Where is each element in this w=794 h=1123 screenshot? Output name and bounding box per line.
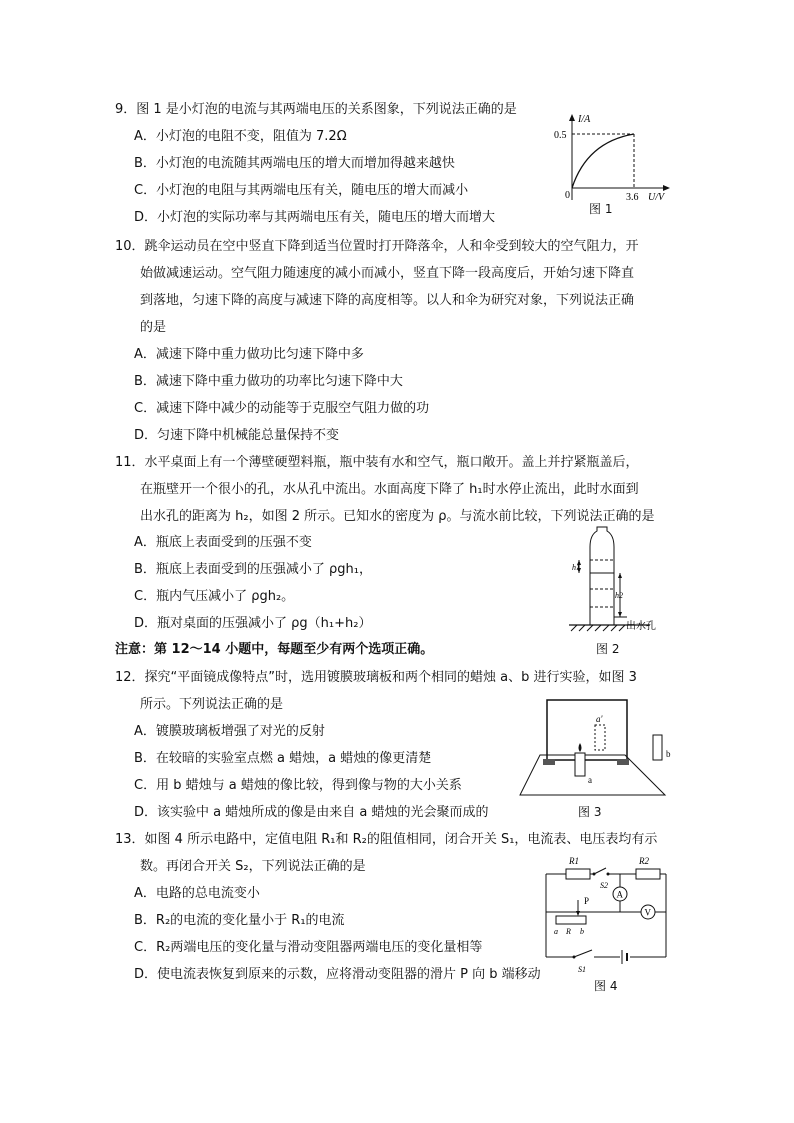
q9-option-c: C．小灯泡的电阻与其两端电压有关，随电压的增大而减小	[134, 183, 469, 198]
q11-option-b: B．瓶底上表面受到的压强减小了 ρgh₁，	[134, 562, 373, 577]
q10-line-4: 的是	[140, 320, 167, 335]
q9-option-b: B．小灯泡的电流随其两端电压的增大而增加得越来越快	[134, 156, 455, 171]
fig4-ammeter-label: A	[616, 889, 623, 900]
fig1-origin: 0	[565, 190, 570, 201]
q13-option-c: C．R₂两端电压的变化量与滑动变阻器两端电压的变化量相等	[134, 940, 483, 955]
q10-line-2: 始做减速运动。空气阻力随速度的减小而减小，竖直下降一段高度后，开始匀速下降直	[140, 266, 635, 281]
q10-option-a: A．减速下降中重力做功比匀速下降中多	[134, 347, 364, 362]
fig4-slider-p-label: P	[584, 896, 590, 906]
fig1-y-axis-label: I/A	[578, 114, 591, 125]
q9-stem: 9．图 1 是小灯泡的电流与其两端电压的关系图象，下列说法正确的是	[115, 102, 517, 117]
fig3-candle-b-label: b	[666, 749, 671, 759]
fig2-hole-label: 出水孔	[626, 621, 656, 632]
q12-line-2: 所示。下列说法正确的是	[140, 697, 284, 712]
figure-2-caption: 图 2	[596, 642, 620, 656]
q9-option-a: A．小灯泡的电阻不变，阻值为 7.2Ω	[134, 129, 347, 144]
fig2-h1-label: h1	[572, 563, 580, 572]
figure-2-bottle	[555, 525, 660, 635]
q12-option-c: C．用 b 蜡烛与 a 蜡烛的像比较，得到像与物的大小关系	[134, 778, 462, 793]
q13-line-2: 数。再闭合开关 S₂，下列说法正确的是	[140, 859, 366, 874]
q11-line-2: 在瓶壁开一个很小的孔，水从孔中流出。水面高度下降了 h₁时水停止流出，此时水面到	[140, 482, 639, 497]
q10-option-b: B．减速下降中重力做功的功率比匀速下降中大	[134, 374, 403, 389]
q10-option-d: D．匀速下降中机械能总量保持不变	[134, 428, 340, 443]
fig3-candle-a-label: a	[588, 775, 592, 785]
q12-option-a: A．镀膜玻璃板增强了对光的反射	[134, 724, 325, 739]
fig1-y-tick: 0.5	[554, 130, 567, 141]
note-multiple-answers: 注意：第 12～14 小题中，每题至少有两个选项正确。	[115, 642, 434, 657]
q11-line-1: 11．水平桌面上有一个薄壁硬塑料瓶，瓶中装有水和空气，瓶口敞开。盖上并拧紧瓶盖后，	[115, 455, 639, 470]
q10-line-3: 到落地，匀速下降的高度与减速下降的高度相等。以人和伞为研究对象，下列说法正确	[140, 293, 635, 308]
q12-option-d: D．该实验中 a 蜡烛所成的像是由来自 a 蜡烛的光会聚而成的	[134, 805, 489, 820]
q13-line-1: 13．如图 4 所示电路中，定值电阻 R₁和 R₂的阻值相同，闭合开关 S₁，电流表、电压表均有示	[115, 832, 658, 847]
q11-option-c: C．瓶内气压减小了 ρgh₂。	[134, 589, 295, 604]
q11-line-3: 出水孔的距离为 h₂，如图 2 所示。已知水的密度为 ρ。与流水前比较，下列说法正确的是	[140, 509, 655, 524]
fig4-s2-label: S2	[600, 881, 608, 890]
figure-4-circuit	[538, 852, 678, 977]
fig1-x-axis-label: U/V	[648, 192, 665, 203]
q12-line-1: 12．探究“平面镜成像特点”时，选用镀膜玻璃板和两个相同的蜡烛 a、b 进行实验，如图 3	[115, 670, 637, 685]
q13-option-d: D．使电流表恢复到原来的示数，应将滑动变阻器的滑片 P 向 b 端移动	[134, 967, 541, 982]
fig4-s1-label: S1	[578, 965, 586, 974]
figure-4-caption: 图 4	[594, 979, 618, 993]
q10-line-1: 10．跳伞运动员在空中竖直下降到适当位置时打开降落伞，人和伞受到较大的空气阻力，开	[115, 239, 639, 254]
figure-3-mirror-setup	[515, 695, 685, 800]
q9-option-d: D．小灯泡的实际功率与其两端电压有关，随电压的增大而增大	[134, 210, 496, 225]
fig4-end-b-label: b	[580, 927, 584, 936]
figure-3-caption: 图 3	[578, 805, 602, 819]
q12-option-b: B．在较暗的实验室点燃 a 蜡烛，a 蜡烛的像更清楚	[134, 751, 432, 766]
fig4-voltmeter-label: V	[644, 907, 651, 918]
q11-option-d: D．瓶对桌面的压强减小了 ρg（h₁+h₂）	[134, 616, 372, 631]
fig4-end-a-label: a	[554, 927, 558, 936]
fig2-h2-label: h2	[615, 591, 623, 600]
fig4-r2-label: R2	[639, 856, 649, 866]
fig1-x-tick: 3.6	[626, 192, 639, 203]
q10-option-c: C．减速下降中减少的动能等于克服空气阻力做的功	[134, 401, 430, 416]
svg-text:a': a'	[596, 714, 603, 724]
figure-1-caption: 图 1	[589, 202, 613, 216]
q13-option-a: A．电路的总电流变小	[134, 886, 260, 901]
fig4-r1-label: R1	[569, 856, 579, 866]
q11-option-a: A．瓶底上表面受到的压强不变	[134, 535, 312, 550]
fig4-r-label: R	[566, 927, 571, 936]
q13-option-b: B．R₂的电流的变化量小于 R₁的电流	[134, 913, 345, 928]
